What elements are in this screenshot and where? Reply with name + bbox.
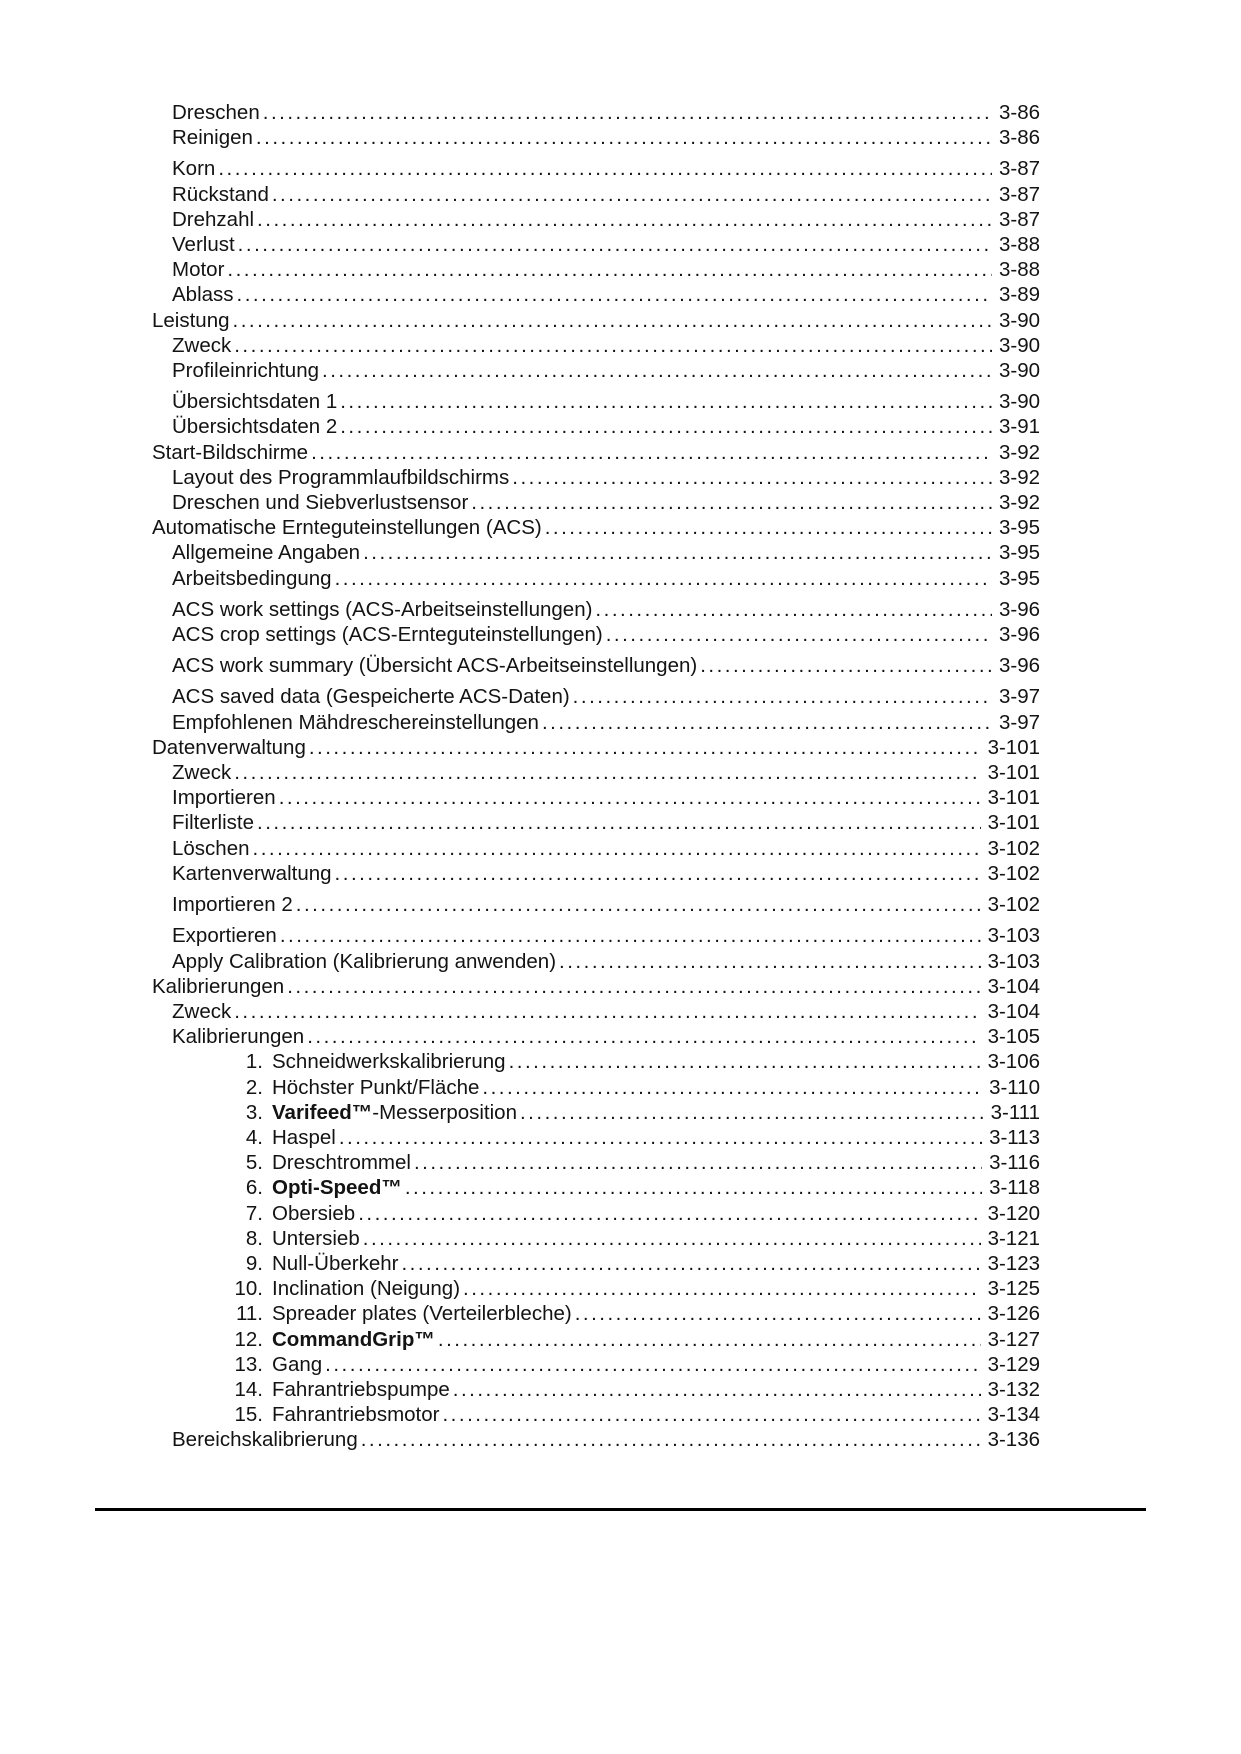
entry-label: ACS work summary (Übersicht ACS-Arbeitseinstellungen): [172, 654, 698, 678]
toc-entry[interactable]: [152, 861, 1040, 886]
dot-leader: [340, 414, 992, 439]
entry-label: Haspel: [272, 1125, 336, 1149]
entry-label: Empfohlenen Mähdreschereinstellungen: [172, 710, 539, 734]
entry-page: 3-90: [998, 333, 1040, 357]
entry-page: 3-127: [987, 1327, 1040, 1351]
dot-leader: [233, 308, 992, 333]
entry-label: Layout des Programmlaufbildschirms: [172, 465, 510, 489]
dot-leader: [340, 389, 992, 414]
dot-leader: [234, 333, 992, 358]
toc-entry[interactable]: [152, 1402, 1040, 1427]
entry-page: 3-125: [987, 1277, 1040, 1301]
entry-label-bold: Varifeed™: [272, 1100, 373, 1124]
entry-page: 3-101: [987, 761, 1040, 785]
entry-label: Exportieren: [172, 924, 277, 948]
entry-label: Gang: [272, 1352, 323, 1376]
entry-label: Übersichtsdaten 2: [172, 415, 338, 439]
dot-leader: [234, 999, 980, 1024]
entry-page: 3-101: [987, 735, 1040, 759]
entry-page: 3-92: [998, 491, 1040, 515]
entry-label: Kalibrierungen: [152, 974, 285, 998]
entry-page: 3-102: [987, 893, 1040, 917]
dot-leader: [272, 182, 992, 207]
entry-page: 3-97: [998, 685, 1040, 709]
entry-label: Löschen: [172, 836, 250, 860]
dot-leader: [234, 760, 980, 785]
toc-entry[interactable]: [152, 1276, 1040, 1301]
entry-page: 3-103: [987, 924, 1040, 948]
entry-page: 3-87: [998, 207, 1040, 231]
entry-label: Dreschtrommel: [272, 1151, 411, 1175]
dot-leader: [595, 597, 992, 622]
entry-label: Drehzahl: [172, 207, 255, 231]
dot-leader: [257, 207, 992, 232]
dot-leader: [238, 232, 992, 257]
dot-leader: [542, 710, 992, 735]
dot-leader: [401, 1251, 980, 1276]
entry-label: Filterliste: [172, 811, 255, 835]
toc-entry[interactable]: [152, 1175, 1040, 1200]
entry-label: Automatische Ernteguteinstellungen (ACS): [152, 516, 542, 540]
dot-leader: [311, 440, 992, 465]
toc-entry[interactable]: [152, 1100, 1040, 1125]
entry-label: ACS saved data (Gespeicherte ACS-Daten): [172, 685, 570, 709]
entry-page: 3-95: [998, 541, 1040, 565]
dot-leader: [253, 836, 981, 861]
entry-number: 3.: [245, 1100, 263, 1124]
dot-leader: [280, 923, 981, 948]
entry-page: 3-113: [989, 1125, 1040, 1149]
entry-page: 3-95: [998, 566, 1040, 590]
toc-entry[interactable]: [152, 358, 1040, 383]
entry-page: 3-102: [987, 861, 1040, 885]
dot-leader: [256, 125, 992, 150]
entry-page: 3-104: [987, 974, 1040, 998]
entry-label: Importieren 2: [172, 893, 293, 917]
entry-page: 3-118: [989, 1176, 1040, 1200]
dot-leader: [438, 1327, 981, 1352]
entry-page: 3-102: [987, 836, 1040, 860]
entry-label: ACS work settings (ACS-Arbeitseinstellungen): [172, 597, 593, 621]
entry-number: 15.: [234, 1403, 263, 1427]
entry-label: Leistung: [152, 308, 230, 332]
toc-entry[interactable]: [152, 836, 1040, 861]
toc-entry[interactable]: [152, 515, 1040, 540]
entry-page: 3-95: [998, 516, 1040, 540]
entry-page: 3-103: [987, 949, 1040, 973]
dot-leader: [287, 974, 980, 999]
entry-label: Start-Bildschirme: [152, 440, 309, 464]
entry-page: 3-101: [987, 811, 1040, 835]
toc-entry[interactable]: [152, 414, 1040, 439]
toc-entry[interactable]: [152, 540, 1040, 565]
entry-page: 3-87: [998, 182, 1040, 206]
dot-leader: [575, 1301, 981, 1326]
dot-leader: [453, 1377, 981, 1402]
toc-entry[interactable]: [152, 974, 1040, 999]
dot-leader: [512, 465, 992, 490]
dot-leader: [559, 949, 981, 974]
entry-page: 3-96: [998, 654, 1040, 678]
toc-entry[interactable]: [152, 622, 1040, 647]
entry-label-bold: Opti-Speed™: [272, 1176, 402, 1200]
entry-page: 3-111: [990, 1100, 1040, 1124]
entry-label: Bereichskalibrierung: [172, 1428, 358, 1452]
dot-leader: [358, 1201, 980, 1226]
entry-number: 12.: [234, 1327, 263, 1351]
entry-number: 14.: [234, 1377, 263, 1401]
entry-label: Obersieb: [272, 1201, 356, 1225]
toc-entry[interactable]: [152, 1427, 1040, 1452]
footer-rule: [95, 1508, 1146, 1511]
toc-entry[interactable]: [152, 156, 1040, 181]
entry-page: 3-110: [989, 1075, 1040, 1099]
entry-number: 6.: [245, 1176, 263, 1200]
entry-label: Fahrantriebsmotor: [272, 1403, 440, 1427]
dot-leader: [325, 1352, 980, 1377]
entry-label: Fahrantriebspumpe: [272, 1377, 450, 1401]
entry-page: 3-88: [998, 258, 1040, 282]
toc-entry[interactable]: [152, 389, 1040, 414]
dot-leader: [309, 735, 981, 760]
toc-entry[interactable]: [152, 785, 1040, 810]
dot-leader: [361, 1427, 981, 1452]
entry-label: Ablass: [172, 283, 234, 307]
toc-entry[interactable]: [152, 1226, 1040, 1251]
dot-leader: [227, 257, 992, 282]
entry-number: 11.: [236, 1302, 263, 1326]
entry-label: Schneidwerkskalibrierung: [272, 1050, 506, 1074]
toc-entry[interactable]: [152, 257, 1040, 282]
entry-label: Importieren: [172, 786, 276, 810]
entry-page: 3-121: [987, 1226, 1040, 1250]
entry-label: Korn: [172, 157, 216, 181]
dot-leader: [335, 566, 992, 591]
toc-entry[interactable]: [152, 999, 1040, 1024]
toc-entry[interactable]: [152, 207, 1040, 232]
entry-page: 3-86: [998, 101, 1040, 124]
dot-leader: [463, 1276, 981, 1301]
toc-entry[interactable]: [152, 710, 1040, 735]
entry-label: Motor: [172, 258, 225, 282]
toc-entry[interactable]: [152, 440, 1040, 465]
entry-page: 3-116: [989, 1151, 1040, 1175]
entry-label: Höchster Punkt/Fläche: [272, 1075, 480, 1099]
toc-entry[interactable]: [152, 1125, 1040, 1150]
dot-leader: [335, 861, 981, 886]
entry-label: Spreader plates (Verteilerbleche): [272, 1302, 572, 1326]
toc-entry[interactable]: [152, 923, 1040, 948]
entry-page: 3-87: [998, 157, 1040, 181]
entry-page: 3-104: [987, 999, 1040, 1023]
toc-entry[interactable]: [152, 892, 1040, 917]
entry-label: Kartenverwaltung: [172, 861, 332, 885]
entry-page: 3-106: [987, 1050, 1040, 1074]
toc-entry[interactable]: [152, 308, 1040, 333]
toc-entry[interactable]: [152, 1377, 1040, 1402]
entry-label: Profileinrichtung: [172, 359, 319, 383]
dot-leader: [606, 622, 992, 647]
entry-number: 9.: [245, 1251, 263, 1275]
entry-label: Apply Calibration (Kalibrierung anwenden): [172, 949, 557, 973]
toc-entry[interactable]: [152, 100, 1040, 125]
entry-label: Datenverwaltung: [152, 735, 306, 759]
entry-number: 13.: [234, 1352, 263, 1376]
toc-entry[interactable]: [152, 684, 1040, 709]
dot-leader: [509, 1049, 981, 1074]
entry-number: 8.: [245, 1226, 263, 1250]
entry-label: Dreschen und Siebverlustsensor: [172, 491, 469, 515]
entry-page: 3-97: [998, 710, 1040, 734]
entry-page: 3-123: [987, 1251, 1040, 1275]
entry-page: 3-91: [998, 415, 1040, 439]
entry-page: 3-96: [998, 623, 1040, 647]
dot-leader: [405, 1175, 982, 1200]
dot-leader: [520, 1100, 984, 1125]
entry-label: Dreschen: [172, 101, 260, 124]
entry-label: Arbeitsbedingung: [172, 566, 332, 590]
toc-entry[interactable]: [152, 1024, 1040, 1049]
dot-leader: [307, 1024, 980, 1049]
entry-page: 3-136: [987, 1428, 1040, 1452]
entry-label: Verlust: [172, 233, 235, 257]
toc-entry[interactable]: [152, 1150, 1040, 1175]
entry-number: 4.: [245, 1125, 263, 1149]
entry-page: 3-88: [998, 233, 1040, 257]
toc-entry[interactable]: [152, 810, 1040, 835]
entry-number: 2.: [245, 1075, 263, 1099]
dot-leader: [545, 515, 992, 540]
toc-entry[interactable]: [152, 566, 1040, 591]
entry-number: 10.: [234, 1277, 263, 1301]
entry-label: Reinigen: [172, 126, 253, 150]
entry-page: 3-126: [987, 1302, 1040, 1326]
entry-label: Rückstand: [172, 182, 269, 206]
entry-label: Null-Überkehr: [272, 1251, 399, 1275]
toc-entry[interactable]: [152, 1049, 1040, 1074]
entry-page: 3-89: [998, 283, 1040, 307]
entry-page: 3-96: [998, 597, 1040, 621]
entry-page: 3-129: [987, 1352, 1040, 1376]
entry-label: Übersichtsdaten 1: [172, 390, 338, 414]
dot-leader: [363, 1226, 981, 1251]
entry-label: Kalibrierungen: [172, 1025, 305, 1049]
dot-leader: [442, 1402, 980, 1427]
toc-entry[interactable]: [152, 1075, 1040, 1100]
toc-entry[interactable]: [152, 333, 1040, 358]
dot-leader: [279, 785, 981, 810]
entry-page: 3-90: [998, 359, 1040, 383]
dot-leader: [263, 100, 992, 125]
entry-page: 3-90: [998, 390, 1040, 414]
entry-label: Zweck: [172, 761, 232, 785]
toc-entry[interactable]: [152, 490, 1040, 515]
entry-page: 3-90: [998, 308, 1040, 332]
entry-label: Allgemeine Angaben: [172, 541, 361, 565]
toc-entry[interactable]: [152, 1327, 1040, 1352]
entry-page: 3-134: [987, 1403, 1040, 1427]
toc-entry[interactable]: [152, 735, 1040, 760]
entry-label: [272, 1175, 402, 1200]
toc-entry[interactable]: [152, 1251, 1040, 1276]
entry-label: ACS crop settings (ACS-Ernteguteinstellungen): [172, 623, 603, 647]
dot-leader: [339, 1125, 982, 1150]
entry-number: 5.: [245, 1151, 263, 1175]
dot-leader: [257, 810, 981, 835]
toc-entry[interactable]: [152, 1352, 1040, 1377]
dot-leader: [363, 540, 992, 565]
toc-entry[interactable]: [152, 949, 1040, 974]
entry-page: 3-132: [987, 1377, 1040, 1401]
dot-leader: [322, 358, 992, 383]
dot-leader: [482, 1075, 982, 1100]
toc-entry[interactable]: [152, 182, 1040, 207]
toc-entry[interactable]: [152, 1301, 1040, 1326]
toc-entry[interactable]: [152, 125, 1040, 150]
toc-entry[interactable]: [152, 653, 1040, 678]
entry-page: 3-120: [987, 1201, 1040, 1225]
dot-leader: [237, 282, 992, 307]
entry-label: Zweck: [172, 333, 232, 357]
toc-entry[interactable]: [152, 1201, 1040, 1226]
dot-leader: [218, 156, 992, 181]
entry-label: Varifeed™-Messerposition: [272, 1100, 517, 1124]
toc-entry[interactable]: [152, 465, 1040, 490]
dot-leader: [414, 1150, 982, 1175]
entry-page: 3-92: [998, 440, 1040, 464]
dot-leader: [471, 490, 992, 515]
dot-leader: [296, 892, 981, 917]
entry-label-bold: CommandGrip™: [272, 1327, 435, 1351]
entry-label: [272, 1327, 435, 1352]
table-of-contents: [152, 100, 1040, 1453]
entry-page: 3-86: [998, 126, 1040, 150]
dot-leader: [700, 653, 992, 678]
entry-number: 7.: [245, 1201, 263, 1225]
toc-entry[interactable]: [152, 232, 1040, 257]
toc-entry[interactable]: [152, 597, 1040, 622]
entry-number: 1.: [245, 1050, 263, 1074]
entry-page: 3-101: [987, 786, 1040, 810]
entry-page: 3-92: [998, 465, 1040, 489]
entry-label: Zweck: [172, 999, 232, 1023]
entry-label: Inclination (Neigung): [272, 1277, 461, 1301]
toc-entry[interactable]: [152, 282, 1040, 307]
entry-label: Untersieb: [272, 1226, 360, 1250]
entry-page: 3-105: [987, 1025, 1040, 1049]
toc-entry[interactable]: [152, 760, 1040, 785]
dot-leader: [573, 684, 992, 709]
